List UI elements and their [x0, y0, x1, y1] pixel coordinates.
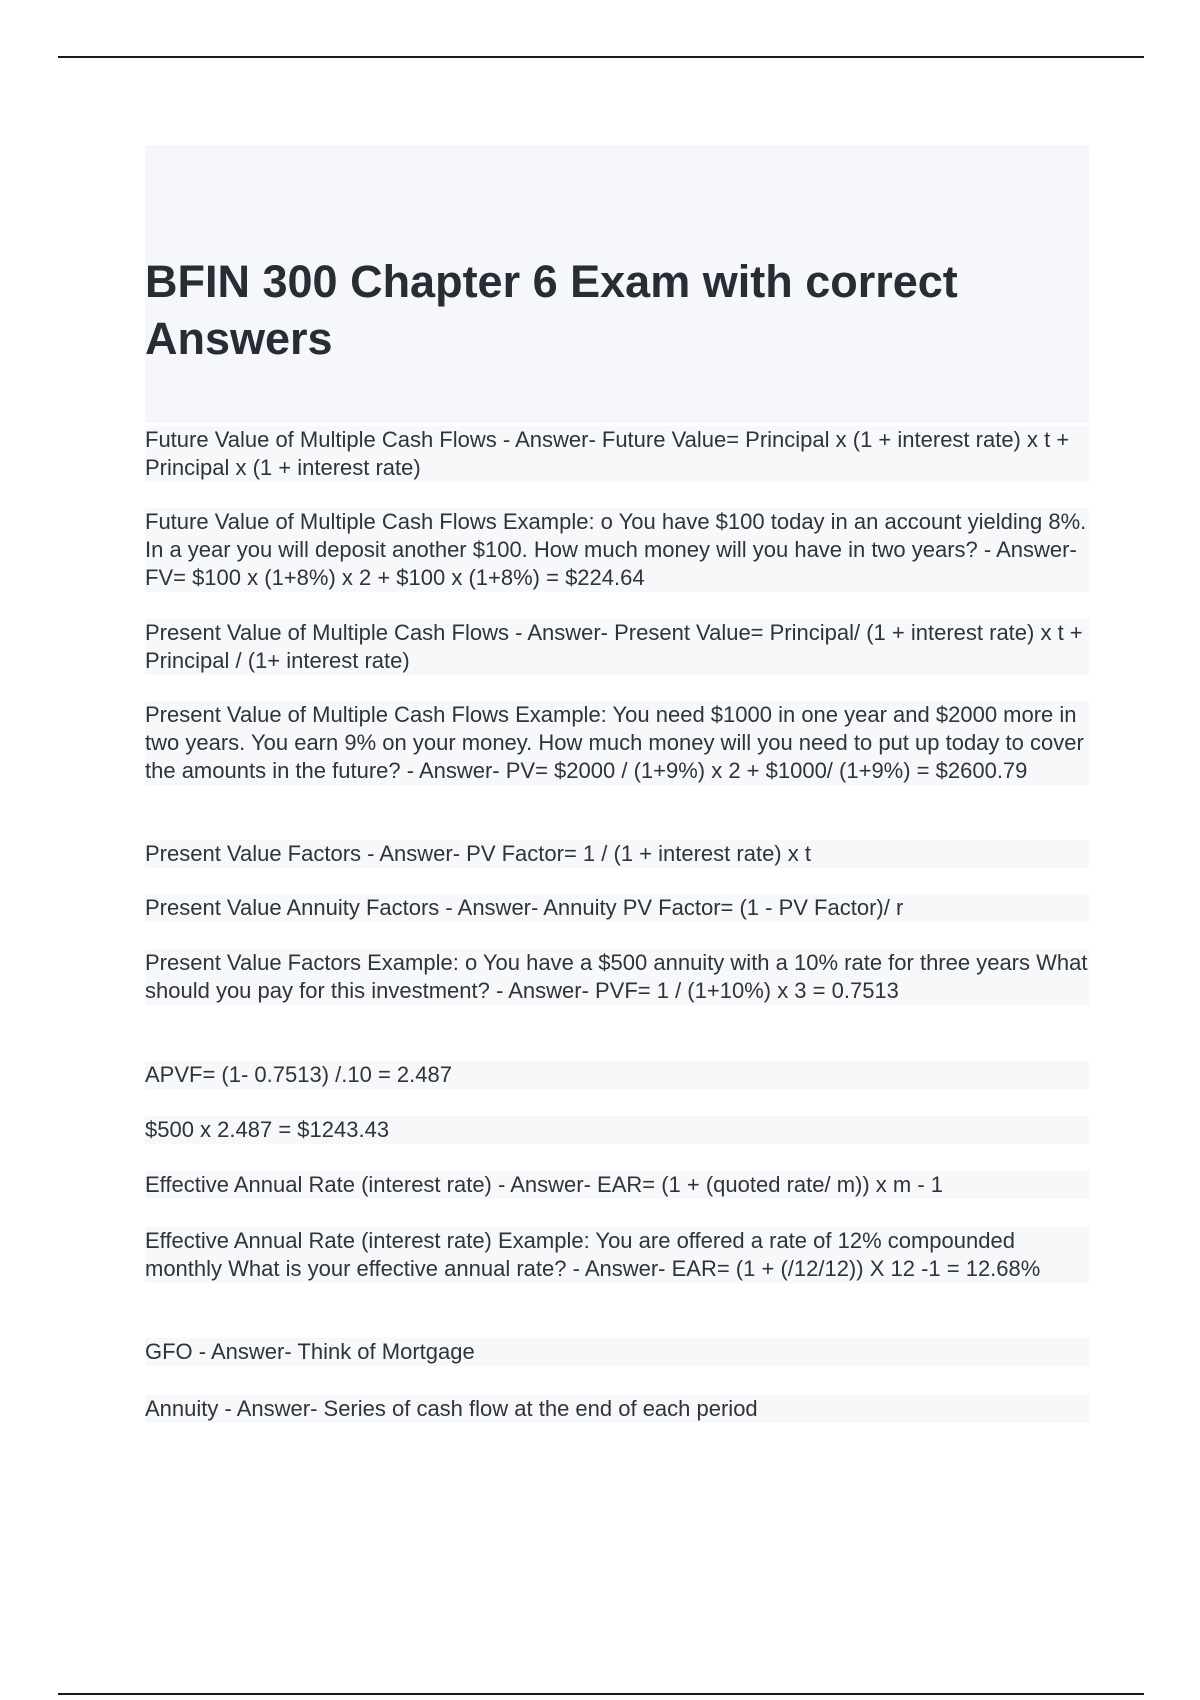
qa-entry: Present Value of Multiple Cash Flows - Answer- Present Value= Principal/ (1 + interest rate) x t + Principal / (1+ interest rate) [145, 619, 1089, 675]
bottom-rule [58, 1693, 1144, 1695]
qa-entry: Future Value of Multiple Cash Flows Example: o You have $100 today in an account yielding 8%. In a year you will deposit another $100. How much money will you have in two years? - Answer- FV= $100 x (1+8%) x 2 + $100 x (1+8%) = $224.64 [145, 508, 1089, 592]
qa-entry: Future Value of Multiple Cash Flows - Answer- Future Value= Principal x (1 + interest rate) x t + Principal x (1 + interest rate) [145, 426, 1089, 482]
qa-entry: Annuity - Answer- Series of cash flow at the end of each period [145, 1395, 1089, 1423]
qa-entry: Present Value Factors Example: o You have a $500 annuity with a 10% rate for three years What should you pay for this investment? - Answer- PVF= 1 / (1+10%) x 3 = 0.7513 [145, 950, 1088, 1003]
qa-entry: GFO - Answer- Think of Mortgage [145, 1338, 1089, 1366]
qa-entry: Effective Annual Rate (interest rate) Example: You are offered a rate of 12% compounded monthly What is your effective annual rate? - Answer- EAR= (1 + (/12/12)) X 12 -1 = 12.68% [145, 1227, 1089, 1283]
qa-entry: $500 x 2.487 = $1243.43 [145, 1116, 1089, 1144]
qa-entry: Present Value Factors - Answer- PV Factor= 1 / (1 + interest rate) x t [145, 840, 1089, 868]
document-title: BFIN 300 Chapter 6 Exam with correct Answers [145, 256, 958, 364]
title-banner [145, 145, 1089, 423]
qa-entry: APVF= (1- 0.7513) /.10 = 2.487 [145, 1061, 1089, 1089]
qa-entry: Present Value Annuity Factors - Answer- Annuity PV Factor= (1 - PV Factor)/ r [145, 894, 1089, 922]
document-body [145, 145, 1089, 1421]
qa-entry: Effective Annual Rate (interest rate) - Answer- EAR= (1 + (quoted rate/ m)) x m - 1 [145, 1171, 1089, 1199]
top-rule [58, 56, 1144, 58]
qa-entry: Present Value of Multiple Cash Flows Example: You need $1000 in one year and $2000 more in two years. You earn 9% on your money. How much money will you need to put up today to cover the amounts in the future? - Answer- PV= $2000 / (1+9%) x 2 + $1000/ (1+9%) = $2600.79 [145, 701, 1089, 785]
